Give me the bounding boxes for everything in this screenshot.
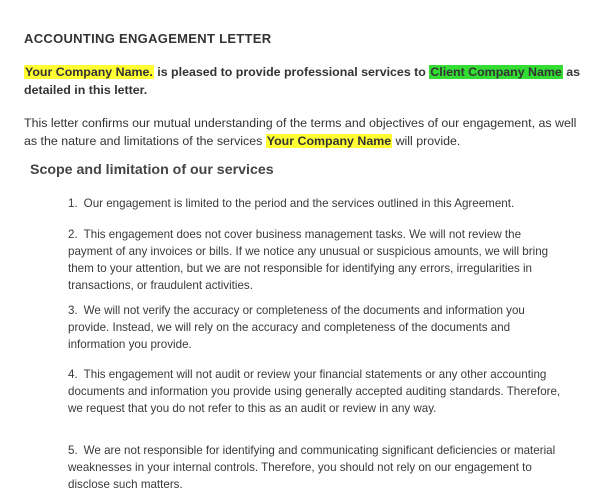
list-item-text: This engagement will not audit or review your financial statements or any other accounting documents and information you provide using generally accepted auditing standards. Therefore, we request that you do not refer to this as an audit or review in any way. [68,368,561,415]
list-item-number: 2. [68,228,78,241]
client-company-name-placeholder: Client Company Name [430,65,562,79]
company-name-placeholder-2: Your Company Name [266,134,392,148]
list-item-text: We will not verify the accuracy or completeness of the documents and information you provide. Instead, we will rely on the accuracy and completeness of the documents and information you provide. [68,304,525,351]
list-item [68,195,568,212]
confirmation-text-start: This letter confirms our mutual understanding of the terms and objectives of our engagement, as well as the nature and limitations of the services [24,116,577,148]
intro-text-middle: is pleased to provide professional services to [153,65,430,79]
list-item-number: 1. [68,197,78,210]
intro-text-end: as detailed in this letter. [24,65,581,97]
document-title: ACCOUNTING ENGAGEMENT LETTER [24,31,272,46]
company-name-placeholder: Your Company Name. [25,65,153,79]
list-item-number: 5. [68,444,78,457]
list-item [68,302,568,353]
list-item-number: 4. [68,368,78,381]
list-item-text: We are not responsible for identifying and communicating significant deficiencies or material weaknesses in your internal controls. Therefore, you should not rely on our engagement to disclose such matters. [68,444,556,491]
list-item [68,366,568,417]
intro-paragraph [24,63,584,99]
section-heading: Scope and limitation of our services [30,162,274,178]
list-item [68,442,568,493]
list-item-number: 3. [68,304,78,317]
list-item-text: Our engagement is limited to the period and the services outlined in this Agreement. [83,197,515,210]
list-item-text: This engagement does not cover business management tasks. We will not review the payment of any invoices or bills. If we notice any unusual or suspicious amounts, we will bring them to your attention, but we are not responsible for identifying any errors, irregularities in transactions, or fraudulent activities. [68,228,549,292]
confirmation-text-end: will provide. [392,134,461,148]
list-item [68,226,568,294]
confirmation-paragraph [24,114,584,150]
